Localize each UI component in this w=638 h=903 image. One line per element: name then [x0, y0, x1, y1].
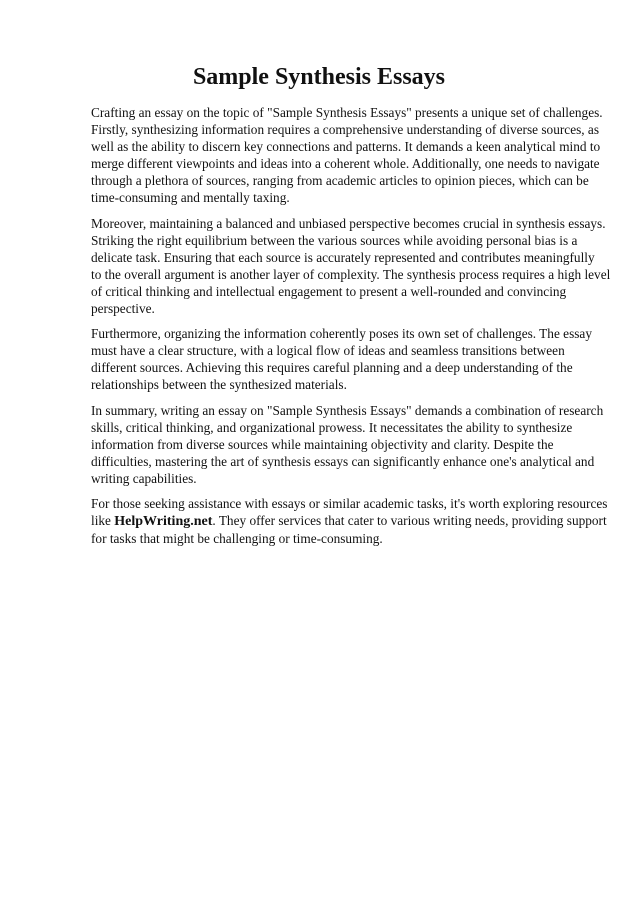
- document-body: [91, 104, 611, 555]
- text-line: Furthermore, organizing the information coherently poses its own set of challenges. The essay: [91, 326, 592, 342]
- text-line: perspective.: [91, 301, 155, 317]
- text-line: writing capabilities.: [91, 470, 197, 486]
- text-line: Moreover, maintaining a balanced and unbiased perspective becomes crucial in synthesis essays.: [91, 215, 606, 231]
- paragraph-4: [91, 402, 604, 487]
- text-line: time-consuming and mentally taxing.: [91, 190, 290, 206]
- text-line: of critical thinking and intellectual engagement to present a well-rounded and convincing: [91, 283, 567, 299]
- text-line: through a plethora of sources, ranging from academic articles to opinion pieces, which can be: [91, 173, 589, 189]
- text-line: skills, critical thinking, and organizational prowess. It necessitates the ability to synthesize: [91, 419, 573, 435]
- paragraph-1: [91, 104, 601, 207]
- text-fragment: like: [91, 513, 115, 529]
- text-fragment: . They offer services that cater to various writing needs, providing support: [212, 513, 607, 529]
- text-line: must have a clear structure, with a logical flow of ideas and seamless transitions between: [91, 343, 565, 359]
- document-title: Sample Synthesis Essays: [192, 64, 446, 90]
- text-line: [91, 512, 607, 530]
- text-line: for tasks that might be challenging or time-consuming.: [91, 531, 383, 547]
- helpwriting-link[interactable]: HelpWriting.net: [114, 514, 213, 530]
- text-line: In summary, writing an essay on "Sample Synthesis Essays" demands a combination of research: [91, 402, 604, 418]
- text-line: For those seeking assistance with essays or similar academic tasks, it's worth exploring resources: [91, 495, 608, 511]
- text-line: information from diverse sources while maintaining objectivity and clarity. Despite the: [91, 436, 554, 452]
- text-line: Firstly, synthesizing information requires a comprehensive understanding of diverse sources, as: [91, 122, 599, 138]
- text-line: delicate task. Ensuring that each source is accurately represented and contributes meaningfully: [91, 249, 595, 265]
- text-line: relationships between the synthesized materials.: [91, 377, 347, 393]
- paragraph-3: [91, 325, 601, 393]
- text-line: to the overall argument is another layer of complexity. The synthesis process requires a high level: [91, 266, 611, 282]
- paragraph-5: [91, 495, 608, 547]
- text-line: Striking the right equilibrium between the various sources while avoiding personal bias is a: [91, 232, 578, 248]
- text-line: merge different viewpoints and ideas into a coherent whole. Additionally, one needs to navigate: [91, 156, 600, 172]
- text-line: well as the ability to discern key connections and patterns. It demands a keen analytical mind to: [91, 139, 601, 155]
- paragraph-2: [91, 215, 611, 318]
- text-line: different sources. Achieving this requires careful planning and a deep understanding of the: [91, 360, 573, 376]
- text-line: Crafting an essay on the topic of "Sample Synthesis Essays" presents a unique set of challenges.: [91, 105, 603, 120]
- text-line: difficulties, mastering the art of synthesis essays can significantly enhance one's analytical and: [91, 453, 595, 469]
